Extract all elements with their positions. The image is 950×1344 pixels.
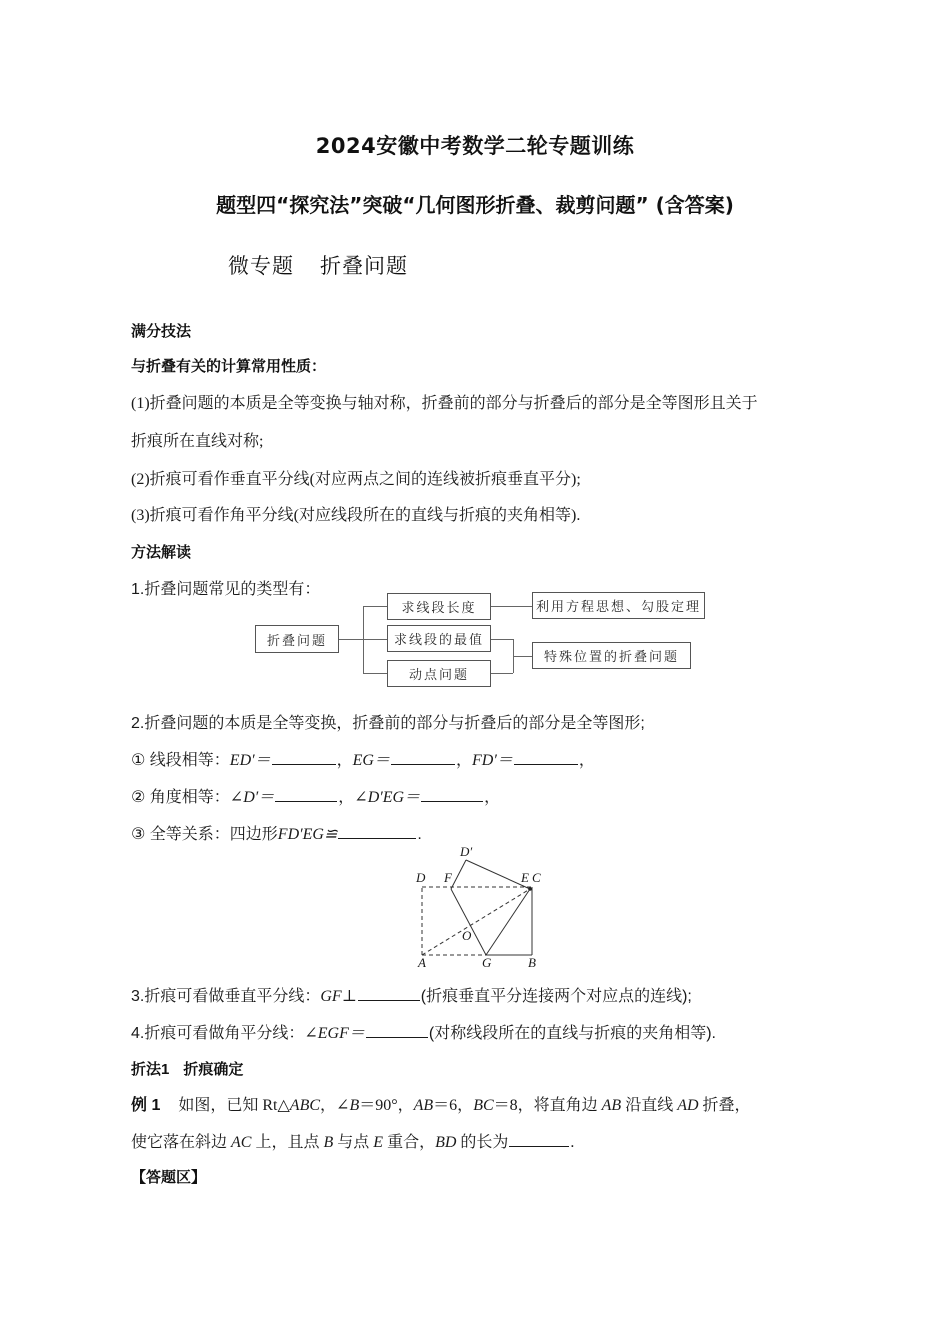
section-title-left: 微专题 — [228, 255, 294, 279]
geometry-figure-svg — [404, 843, 574, 968]
example-text-g: ＝6， — [433, 1097, 474, 1114]
example-number: 例 1 — [131, 1097, 161, 1114]
congruence-item-2-end: ， — [484, 789, 501, 806]
geometry-figure — [404, 843, 574, 968]
fold-method-label: 折法1 — [131, 1061, 170, 1078]
congruence-item-3-label: ③ 全等关系：四边形 — [131, 826, 278, 843]
congruence-item-2-math-1: ∠D′＝ — [229, 789, 275, 806]
blank-angle-d-prime[interactable] — [275, 786, 337, 802]
blank-eg[interactable] — [391, 749, 455, 765]
method-heading: 方法解读 — [131, 544, 192, 561]
example-math-ad: AD — [677, 1097, 699, 1114]
label-G: G — [482, 955, 492, 968]
flow-connector-result-2 — [513, 656, 532, 657]
method-point-3 — [131, 983, 692, 1006]
example-text-m: 折叠， — [698, 1097, 751, 1114]
congruence-item-1-label: ① 线段相等： — [131, 752, 230, 769]
flow-result-box-1 — [532, 592, 705, 619]
label-O: O — [462, 928, 472, 943]
example2-text-g: 重合， — [383, 1134, 436, 1151]
section-title-right: 折叠问题 — [320, 255, 408, 279]
label-E: E — [521, 870, 529, 885]
example2-text-i: 的长为 — [456, 1134, 509, 1151]
example-math-ab: AB — [413, 1097, 434, 1114]
label-D: D — [416, 870, 426, 885]
fold-method-heading — [131, 1058, 243, 1079]
example2-math-bd: BD — [435, 1134, 457, 1151]
congruence-item-3-math: FD′EG≌ — [277, 826, 338, 843]
flow-result-label-2: 特殊位置的折叠问题 — [543, 649, 679, 664]
flow-connector-branch-3 — [363, 673, 387, 674]
congruence-item-2-math-2: ∠D′EG＝ — [354, 789, 421, 806]
skills-item-1: (1)折叠问题的本质是全等变换与轴对称，折叠前的部分与折叠后的部分是全等图形且关于 — [131, 395, 758, 412]
skills-item-4: (3)折痕可看作角平分线(对应线段所在的直线与折痕的夹角相等). — [131, 507, 581, 524]
blank-ed-prime[interactable] — [272, 749, 336, 765]
example-line-1 — [131, 1092, 751, 1115]
method-point-3-suffix: (折痕垂直平分连接两个对应点的连线); — [420, 988, 692, 1005]
congruence-item-3-end: . — [417, 826, 422, 843]
skills-item-2: 折痕所在直线对称; — [131, 433, 264, 450]
flow-diagram — [255, 592, 705, 697]
flow-connector-root — [339, 639, 363, 640]
example-text-a: 如图，已知 Rt△ — [178, 1097, 290, 1114]
example2-math-e: E — [373, 1134, 384, 1151]
label-A: A — [418, 955, 426, 968]
method-point-2: 2.折叠问题的本质是全等变换，折叠前的部分与折叠后的部分是全等图形; — [131, 715, 645, 732]
example-text-e: ＝90°， — [359, 1097, 414, 1114]
flow-branch-box-1 — [387, 593, 491, 620]
method-point-1: 1.折叠问题常见的类型有： — [131, 581, 321, 598]
method-point-3-prefix: 3.折痕可看做垂直平分线： — [131, 988, 321, 1005]
example2-math-b: B — [323, 1134, 334, 1151]
skills-subheading: 与折叠有关的计算常用性质： — [131, 358, 327, 375]
congruence-item-1-sep-2: ， — [456, 752, 473, 769]
flow-branch-label-2: 求线段的最值 — [393, 632, 484, 647]
method-point-4-suffix: (对称线段所在的直线与折痕的夹角相等). — [428, 1025, 716, 1042]
flow-root-label: 折叠问题 — [266, 632, 327, 648]
blank-fd-prime[interactable] — [514, 749, 578, 765]
example2-text-j: . — [570, 1134, 575, 1151]
segment-FDprime — [451, 860, 466, 889]
segment-FG — [451, 889, 486, 955]
example-text-k: 沿直线 — [621, 1097, 678, 1114]
congruence-item-2 — [131, 784, 500, 807]
flow-connector-branch-2 — [363, 639, 387, 640]
method-point-4-math: ∠EGF＝ — [304, 1025, 365, 1042]
label-Dprime: D′ — [460, 844, 473, 859]
blank-bd-length[interactable] — [509, 1131, 569, 1147]
congruence-item-1 — [131, 747, 595, 770]
example-math-bc: BC — [473, 1097, 494, 1114]
example2-math-ac: AC — [231, 1134, 252, 1151]
example-line-2 — [131, 1129, 574, 1152]
answer-zone-label: 【答题区】 — [131, 1169, 207, 1186]
blank-gf-perp[interactable] — [358, 985, 420, 1001]
method-point-4 — [131, 1020, 716, 1043]
flow-connector-merge-bottom — [491, 673, 513, 674]
congruence-item-1-end: ， — [578, 752, 595, 769]
example2-text-a: 使它落在斜边 — [131, 1134, 232, 1151]
section-title — [0, 218, 950, 280]
flow-connector-merge-top — [491, 639, 513, 640]
flow-spine-left — [363, 606, 364, 674]
skills-item-3: (2)折痕可看作垂直平分线(对应两点之间的连线被折痕垂直平分); — [131, 471, 581, 488]
example-math-abc: ABC — [289, 1097, 321, 1114]
example-math-b: B — [349, 1097, 360, 1114]
flow-result-label-1: 利用方程思想、勾股定理 — [535, 599, 701, 614]
flow-branch-box-2 — [387, 625, 491, 652]
skills-heading: 满分技法 — [131, 323, 192, 340]
fold-method-name: 折痕确定 — [183, 1061, 244, 1078]
point-E-marker — [528, 887, 532, 891]
label-B: B — [528, 955, 536, 968]
flow-branch-label-3: 动点问题 — [408, 667, 469, 682]
example2-text-e: 与点 — [333, 1134, 374, 1151]
flow-root-box — [255, 625, 339, 653]
example-text-i: ＝8，将直角边 — [493, 1097, 602, 1114]
congruence-item-2-sep-1: ， — [338, 789, 355, 806]
flow-connector-branch-1 — [363, 606, 387, 607]
blank-angle-d-prime-eg[interactable] — [421, 786, 483, 802]
congruence-item-1-math-2: EG＝ — [352, 752, 390, 769]
page-title: 2024安徽中考数学二轮专题训练 — [315, 134, 635, 158]
flow-connector-result-1 — [491, 606, 532, 607]
example-math-ab-2: AB — [601, 1097, 622, 1114]
example2-text-c: 上，且点 — [251, 1134, 324, 1151]
flow-branch-label-1: 求线段长度 — [401, 600, 477, 615]
example-text-c: ，∠ — [320, 1097, 350, 1114]
flow-branch-box-3 — [387, 660, 491, 687]
segment-AE-dashed — [422, 889, 530, 955]
segment-GE — [486, 889, 530, 955]
congruence-item-1-math-1: ED′＝ — [229, 752, 271, 769]
congruence-item-2-label: ② 角度相等： — [131, 789, 230, 806]
page-subtitle: 题型四“探究法”突破“几何图形折叠、裁剪问题” (含答案) — [216, 193, 734, 218]
method-point-3-math: GF⊥ — [320, 988, 357, 1005]
blank-angle-egf[interactable] — [366, 1022, 428, 1038]
blank-quadrilateral[interactable] — [338, 823, 416, 839]
congruence-item-3 — [131, 821, 422, 844]
congruence-item-1-math-3: FD′＝ — [472, 752, 513, 769]
flow-result-box-2 — [532, 642, 691, 669]
method-point-4-prefix: 4.折痕可看做角平分线： — [131, 1025, 305, 1042]
label-F: F — [444, 870, 452, 885]
label-C: C — [532, 870, 541, 885]
congruence-item-1-sep-1: ， — [336, 752, 353, 769]
